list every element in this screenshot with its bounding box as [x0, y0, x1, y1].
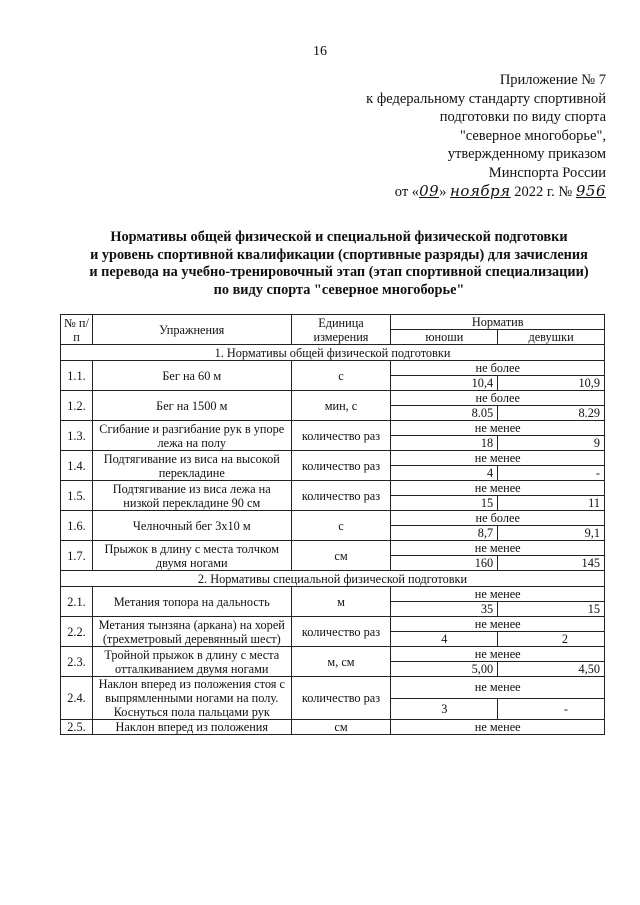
row-condition: не менее	[391, 647, 605, 662]
page-number: 16	[313, 44, 327, 59]
row-number: 1.4.	[61, 451, 93, 481]
row-boys-value: 18	[391, 436, 498, 451]
row-boys-value: 5,00	[391, 662, 498, 677]
row-unit: см	[291, 720, 391, 735]
row-girls-value: -	[498, 698, 605, 720]
row-girls-value: 9	[498, 436, 605, 451]
table-row	[61, 391, 605, 406]
row-girls-value: 11	[498, 496, 605, 511]
row-boys-value: 4	[391, 466, 498, 481]
table-row	[61, 421, 605, 436]
title-line-1: Нормативы общей физической и специальной физической подготовки	[110, 229, 568, 245]
row-unit: с	[291, 361, 391, 391]
row-number: 1.7.	[61, 541, 93, 571]
date-mid: »	[439, 184, 451, 200]
appendix-line-1: Приложение № 7	[499, 72, 606, 88]
row-boys-value: 3	[391, 698, 498, 720]
row-number: 1.2.	[61, 391, 93, 421]
date-day-handwritten: 09	[419, 182, 440, 200]
appendix-line-2: к федеральному стандарту спортивной	[366, 90, 606, 107]
row-unit: количество раз	[291, 617, 391, 647]
table-row	[61, 720, 605, 735]
table-row	[61, 587, 605, 602]
row-exercise: Прыжок в длину с места толчком двумя ногами	[92, 541, 291, 571]
row-girls-value: 4,50	[498, 662, 605, 677]
row-exercise: Подтягивание из виса лежа на низкой перекладине 90 см	[92, 481, 291, 511]
row-boys-value: 15	[391, 496, 498, 511]
row-condition: не менее	[391, 617, 605, 632]
header-num: № п/п	[61, 315, 93, 345]
table-row	[61, 677, 605, 699]
header-norm: Норматив	[391, 315, 605, 330]
row-girls-value: 2	[498, 632, 605, 647]
title-line-2: и уровень спортивной квалификации (спортивные разряды) для зачисления	[90, 246, 588, 263]
table-row	[61, 451, 605, 466]
row-condition: не более	[391, 361, 605, 376]
row-number: 2.2.	[61, 617, 93, 647]
date-year-no: 2022 г. №	[510, 184, 576, 200]
row-unit: см	[291, 541, 391, 571]
row-condition: не менее	[391, 481, 605, 496]
table-row	[61, 541, 605, 556]
header-exercise: Упражнения	[92, 315, 291, 345]
date-month-handwritten: ноября	[450, 182, 511, 200]
row-boys-value: 8.05	[391, 406, 498, 421]
row-exercise: Бег на 1500 м	[92, 391, 291, 421]
row-exercise: Подтягивание из виса на высокой перекладине	[92, 451, 291, 481]
appendix-line-4: "северное многоборье",	[459, 127, 606, 144]
row-condition: не менее	[391, 421, 605, 436]
row-unit: м	[291, 587, 391, 617]
section-1-heading: 1. Нормативы общей физической подготовки	[61, 345, 605, 361]
header-girls: девушки	[498, 330, 605, 345]
norms-table	[60, 314, 605, 735]
table-row	[61, 511, 605, 526]
row-exercise: Тройной прыжок в длину с места отталкиванием двумя ногами	[92, 647, 291, 677]
row-condition: не менее	[391, 720, 605, 735]
appendix-line-3: подготовки по виду спорта	[439, 109, 606, 125]
row-number: 2.3.	[61, 647, 93, 677]
row-number: 2.5.	[61, 720, 93, 735]
row-number: 1.5.	[61, 481, 93, 511]
row-boys-value: 8,7	[391, 526, 498, 541]
row-unit: количество раз	[291, 421, 391, 451]
row-condition: не менее	[391, 677, 605, 699]
row-boys-value: 4	[391, 632, 498, 647]
row-girls-value: 10,9	[498, 376, 605, 391]
section-2-heading: 2. Нормативы специальной физической подготовки	[61, 571, 605, 587]
row-number: 1.3.	[61, 421, 93, 451]
row-condition: не менее	[391, 541, 605, 556]
row-number: 2.1.	[61, 587, 93, 617]
table-row	[61, 481, 605, 496]
order-number-handwritten: 956	[575, 182, 606, 200]
row-exercise: Сгибание и разгибание рук в упоре лежа на полу	[92, 421, 291, 451]
row-girls-value: -	[498, 466, 605, 481]
row-exercise: Метания топора на дальность	[92, 587, 291, 617]
row-number: 1.6.	[61, 511, 93, 541]
row-boys-value: 160	[391, 556, 498, 571]
row-unit: м, см	[291, 647, 391, 677]
row-exercise: Бег на 60 м	[92, 361, 291, 391]
header-boys: юноши	[391, 330, 498, 345]
row-number: 2.4.	[61, 677, 93, 720]
row-unit: количество раз	[291, 677, 391, 720]
title-line-3: и перевода на учебно-тренировочный этап (этап спортивной специализации)	[89, 264, 589, 281]
title-line-4: по виду спорта "северное многоборье"	[213, 281, 465, 298]
row-girls-value: 8.29	[498, 406, 605, 421]
row-exercise: Метания тынзяна (аркана) на хорей (трехметровый деревянный шест)	[92, 617, 291, 647]
row-girls-value: 9,1	[498, 526, 605, 541]
date-prefix: от «	[394, 184, 420, 200]
row-unit: количество раз	[291, 481, 391, 511]
appendix-block	[330, 71, 606, 202]
row-condition: не более	[391, 391, 605, 406]
header-unit: Единица измерения	[291, 315, 391, 345]
row-condition: не более	[391, 511, 605, 526]
row-boys-value: 35	[391, 602, 498, 617]
row-girls-value: 15	[498, 602, 605, 617]
row-exercise: Челночный бег 3х10 м	[92, 511, 291, 541]
document-title	[60, 229, 618, 299]
row-boys-value: 10,4	[391, 376, 498, 391]
row-unit: с	[291, 511, 391, 541]
table-row	[61, 361, 605, 376]
row-unit: мин, с	[291, 391, 391, 421]
row-girls-value: 145	[498, 556, 605, 571]
row-condition: не менее	[391, 587, 605, 602]
table-row	[61, 617, 605, 632]
row-condition: не менее	[391, 451, 605, 466]
row-number: 1.1.	[61, 361, 93, 391]
order-date-line	[330, 182, 606, 202]
row-exercise: Наклон вперед из положения	[92, 720, 291, 735]
appendix-line-6: Минспорта России	[488, 164, 606, 181]
table-row	[61, 647, 605, 662]
row-exercise: Наклон вперед из положения стоя с выпрямленными ногами на полу. Коснуться пола пальцами рук	[92, 677, 291, 720]
row-unit: количество раз	[291, 451, 391, 481]
appendix-line-5: утвержденному приказом	[447, 146, 606, 162]
